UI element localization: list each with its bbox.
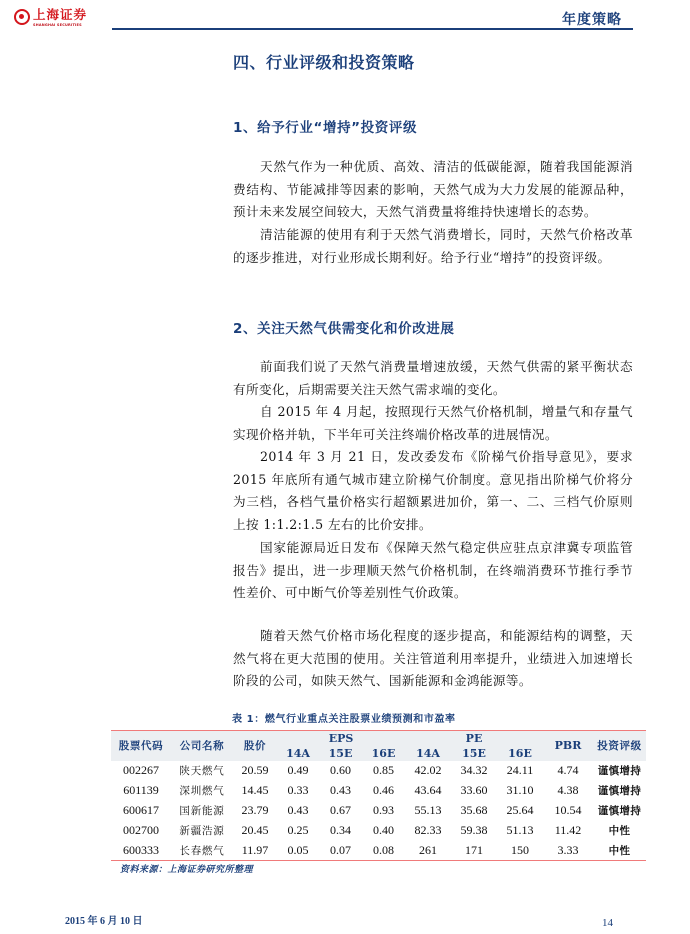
table-source-note: 资料来源：上海证券研究所整理 <box>120 865 254 875</box>
section-title: 四、行业评级和投资策略 <box>233 53 415 72</box>
cell-pe-14a: 261 <box>405 841 451 861</box>
cell-eps-15e: 0.43 <box>330 783 351 797</box>
footer-date: 2015 年 6 月 10 日 <box>65 916 143 927</box>
cell-pe-14a: 42.02 <box>414 763 442 777</box>
cell-rating: 谨慎增持 <box>597 785 642 797</box>
cell-rating: 中性 <box>608 825 631 837</box>
cell-code: 600617 <box>123 803 159 817</box>
cell-pe-16e: 25.64 <box>506 803 534 817</box>
cell-pe-15e: 59.38 <box>460 823 488 837</box>
cell-eps-15e: 0.60 <box>330 763 351 777</box>
header-eps-15e: 15E <box>319 746 362 761</box>
cell-rating: 谨慎增持 <box>597 805 642 817</box>
cell-pe-14a: 82.33 <box>414 823 442 837</box>
cell-name: 新疆浩源 <box>179 825 225 837</box>
cell-pe-16e: 24.11 <box>506 763 534 777</box>
stock-forecast-table <box>111 730 646 861</box>
cell-pe-15e: 35.68 <box>460 803 488 817</box>
paragraph: 国家能源局近日发布《保障天然气稳定供应驻点京津冀专项监管报告》提出，进一步理顺天然气价格机制，在终端消费环节推行季节性差价、可中断气价等差别性气价政策。 <box>233 540 633 600</box>
cell-eps-14a: 0.43 <box>287 803 309 817</box>
header-eps-14a: 14A <box>277 746 319 761</box>
cell-pe-16e: 31.10 <box>506 783 534 797</box>
cell-price: 11.97 <box>233 841 277 861</box>
paragraph: 自 2015 年 4 月起，按照现行天然气价格机制，增量气和存量气实现价格并轨，下半年可关注终端价格改革的进展情况。 <box>233 404 633 442</box>
table-row <box>111 781 646 801</box>
logo-emblem-icon <box>14 9 30 25</box>
logo-english-name: SHANGHAI SECURITIES <box>33 23 82 27</box>
cell-pe-14a: 43.64 <box>414 783 442 797</box>
table-row <box>111 761 646 781</box>
cell-eps-14a: 0.25 <box>287 823 309 837</box>
cell-pbr: 4.38 <box>557 783 579 797</box>
cell-eps-16e: 0.08 <box>362 841 405 861</box>
cell-pe-15e: 34.32 <box>460 763 488 777</box>
header-eps-16e: 16E <box>362 746 405 761</box>
page-number: 14 <box>602 917 613 929</box>
cell-pe-16e: 150 <box>497 841 543 861</box>
header-price: 股价 <box>233 731 277 761</box>
header-company-name: 公司名称 <box>171 731 233 761</box>
paragraph: 随着天然气价格市场化程度的逐步提高，和能源结构的调整，天然气将在更大范围的使用。关注管道利用率提升，业绩进入加速增长阶段的公司，如陕天然气、国新能源和金鸿能源等。 <box>233 628 633 688</box>
paragraph: 前面我们说了天然气消费量增速放缓，天然气供需的紧平衡状态有所变化，后期需要关注天然气需求端的变化。 <box>233 359 633 397</box>
table-row <box>111 841 646 861</box>
cell-pe-16e: 51.13 <box>506 823 534 837</box>
cell-code: 601139 <box>123 783 159 797</box>
cell-name: 陕天燃气 <box>179 765 225 777</box>
header-stock-code: 股票代码 <box>111 731 171 761</box>
subsection-title-supply-demand: 2、关注天然气供需变化和价改进展 <box>233 321 455 337</box>
cell-pbr: 11.42 <box>554 823 582 837</box>
header-pbr: PBR <box>543 731 593 761</box>
table-caption: 表 1：燃气行业重点关注股票业绩预测和市盈率 <box>232 714 456 725</box>
header-rating: 投资评级 <box>593 731 646 761</box>
header-pe-14a: 14A <box>405 746 451 761</box>
paragraph: 2014 年 3 月 21 日，发改委发布《阶梯气价指导意见》，要求 2015 年底所有通气城市建立阶梯气价制度。意见指出阶梯气价将分为三档，各档气量价格实行超额累进加价，第一、二、三档气价原则上按 1:1.2:1.5 左右的比价安排。 <box>233 449 633 532</box>
table-row <box>111 821 646 841</box>
paragraph: 清洁能源的使用有利于天然气消费增长，同时，天然气价格改革的逐步推进，对行业形成长期利好。给予行业“增持”的投资评级。 <box>233 227 633 265</box>
table-row <box>111 801 646 821</box>
cell-eps-15e: 0.67 <box>330 803 351 817</box>
cell-eps-16e: 0.40 <box>373 823 394 837</box>
cell-pbr: 4.74 <box>557 763 579 777</box>
cell-name: 深圳燃气 <box>179 785 225 797</box>
cell-eps-14a: 0.33 <box>287 783 309 797</box>
cell-code: 600333 <box>111 841 171 861</box>
cell-eps-16e: 0.46 <box>373 783 394 797</box>
header-pe: PE <box>405 731 543 746</box>
cell-code: 002700 <box>123 823 159 837</box>
cell-eps-14a: 0.05 <box>277 841 319 861</box>
cell-pbr: 10.54 <box>554 803 582 817</box>
cell-price: 20.45 <box>241 823 269 837</box>
company-logo <box>14 8 87 32</box>
header-pe-15e: 15E <box>451 746 497 761</box>
cell-rating: 中性 <box>593 841 646 861</box>
cell-pbr: 3.33 <box>543 841 593 861</box>
paragraph: 天然气作为一种优质、高效、清洁的低碳能源，随着我国能源消费结构、节能减排等因素的影响，天然气成为大力发展的能源品种，预计未来发展空间较大，天然气消费量将维持快速增长的态势。 <box>233 159 633 219</box>
cell-code: 002267 <box>123 763 159 777</box>
cell-eps-15e: 0.07 <box>319 841 362 861</box>
cell-pe-14a: 55.13 <box>414 803 442 817</box>
cell-price: 14.45 <box>241 783 269 797</box>
header-eps: EPS <box>277 731 405 746</box>
cell-rating: 谨慎增持 <box>597 765 642 777</box>
logo-chinese-name: 上海证券 <box>33 7 88 22</box>
cell-eps-14a: 0.49 <box>287 763 309 777</box>
cell-name: 国新能源 <box>179 805 225 817</box>
cell-price: 23.79 <box>241 803 269 817</box>
cell-price: 20.59 <box>241 763 269 777</box>
cell-eps-16e: 0.93 <box>373 803 394 817</box>
header-divider <box>112 28 633 30</box>
cell-pe-15e: 33.60 <box>460 783 488 797</box>
subsection-title-rating: 1、给予行业“增持”投资评级 <box>233 120 418 136</box>
header-pe-16e: 16E <box>497 746 543 761</box>
cell-name: 长春燃气 <box>171 841 233 861</box>
page-header <box>0 0 690 40</box>
cell-pe-15e: 171 <box>451 841 497 861</box>
report-type-title: 年度策略 <box>562 12 622 28</box>
cell-eps-15e: 0.34 <box>330 823 351 837</box>
cell-eps-16e: 0.85 <box>373 763 394 777</box>
